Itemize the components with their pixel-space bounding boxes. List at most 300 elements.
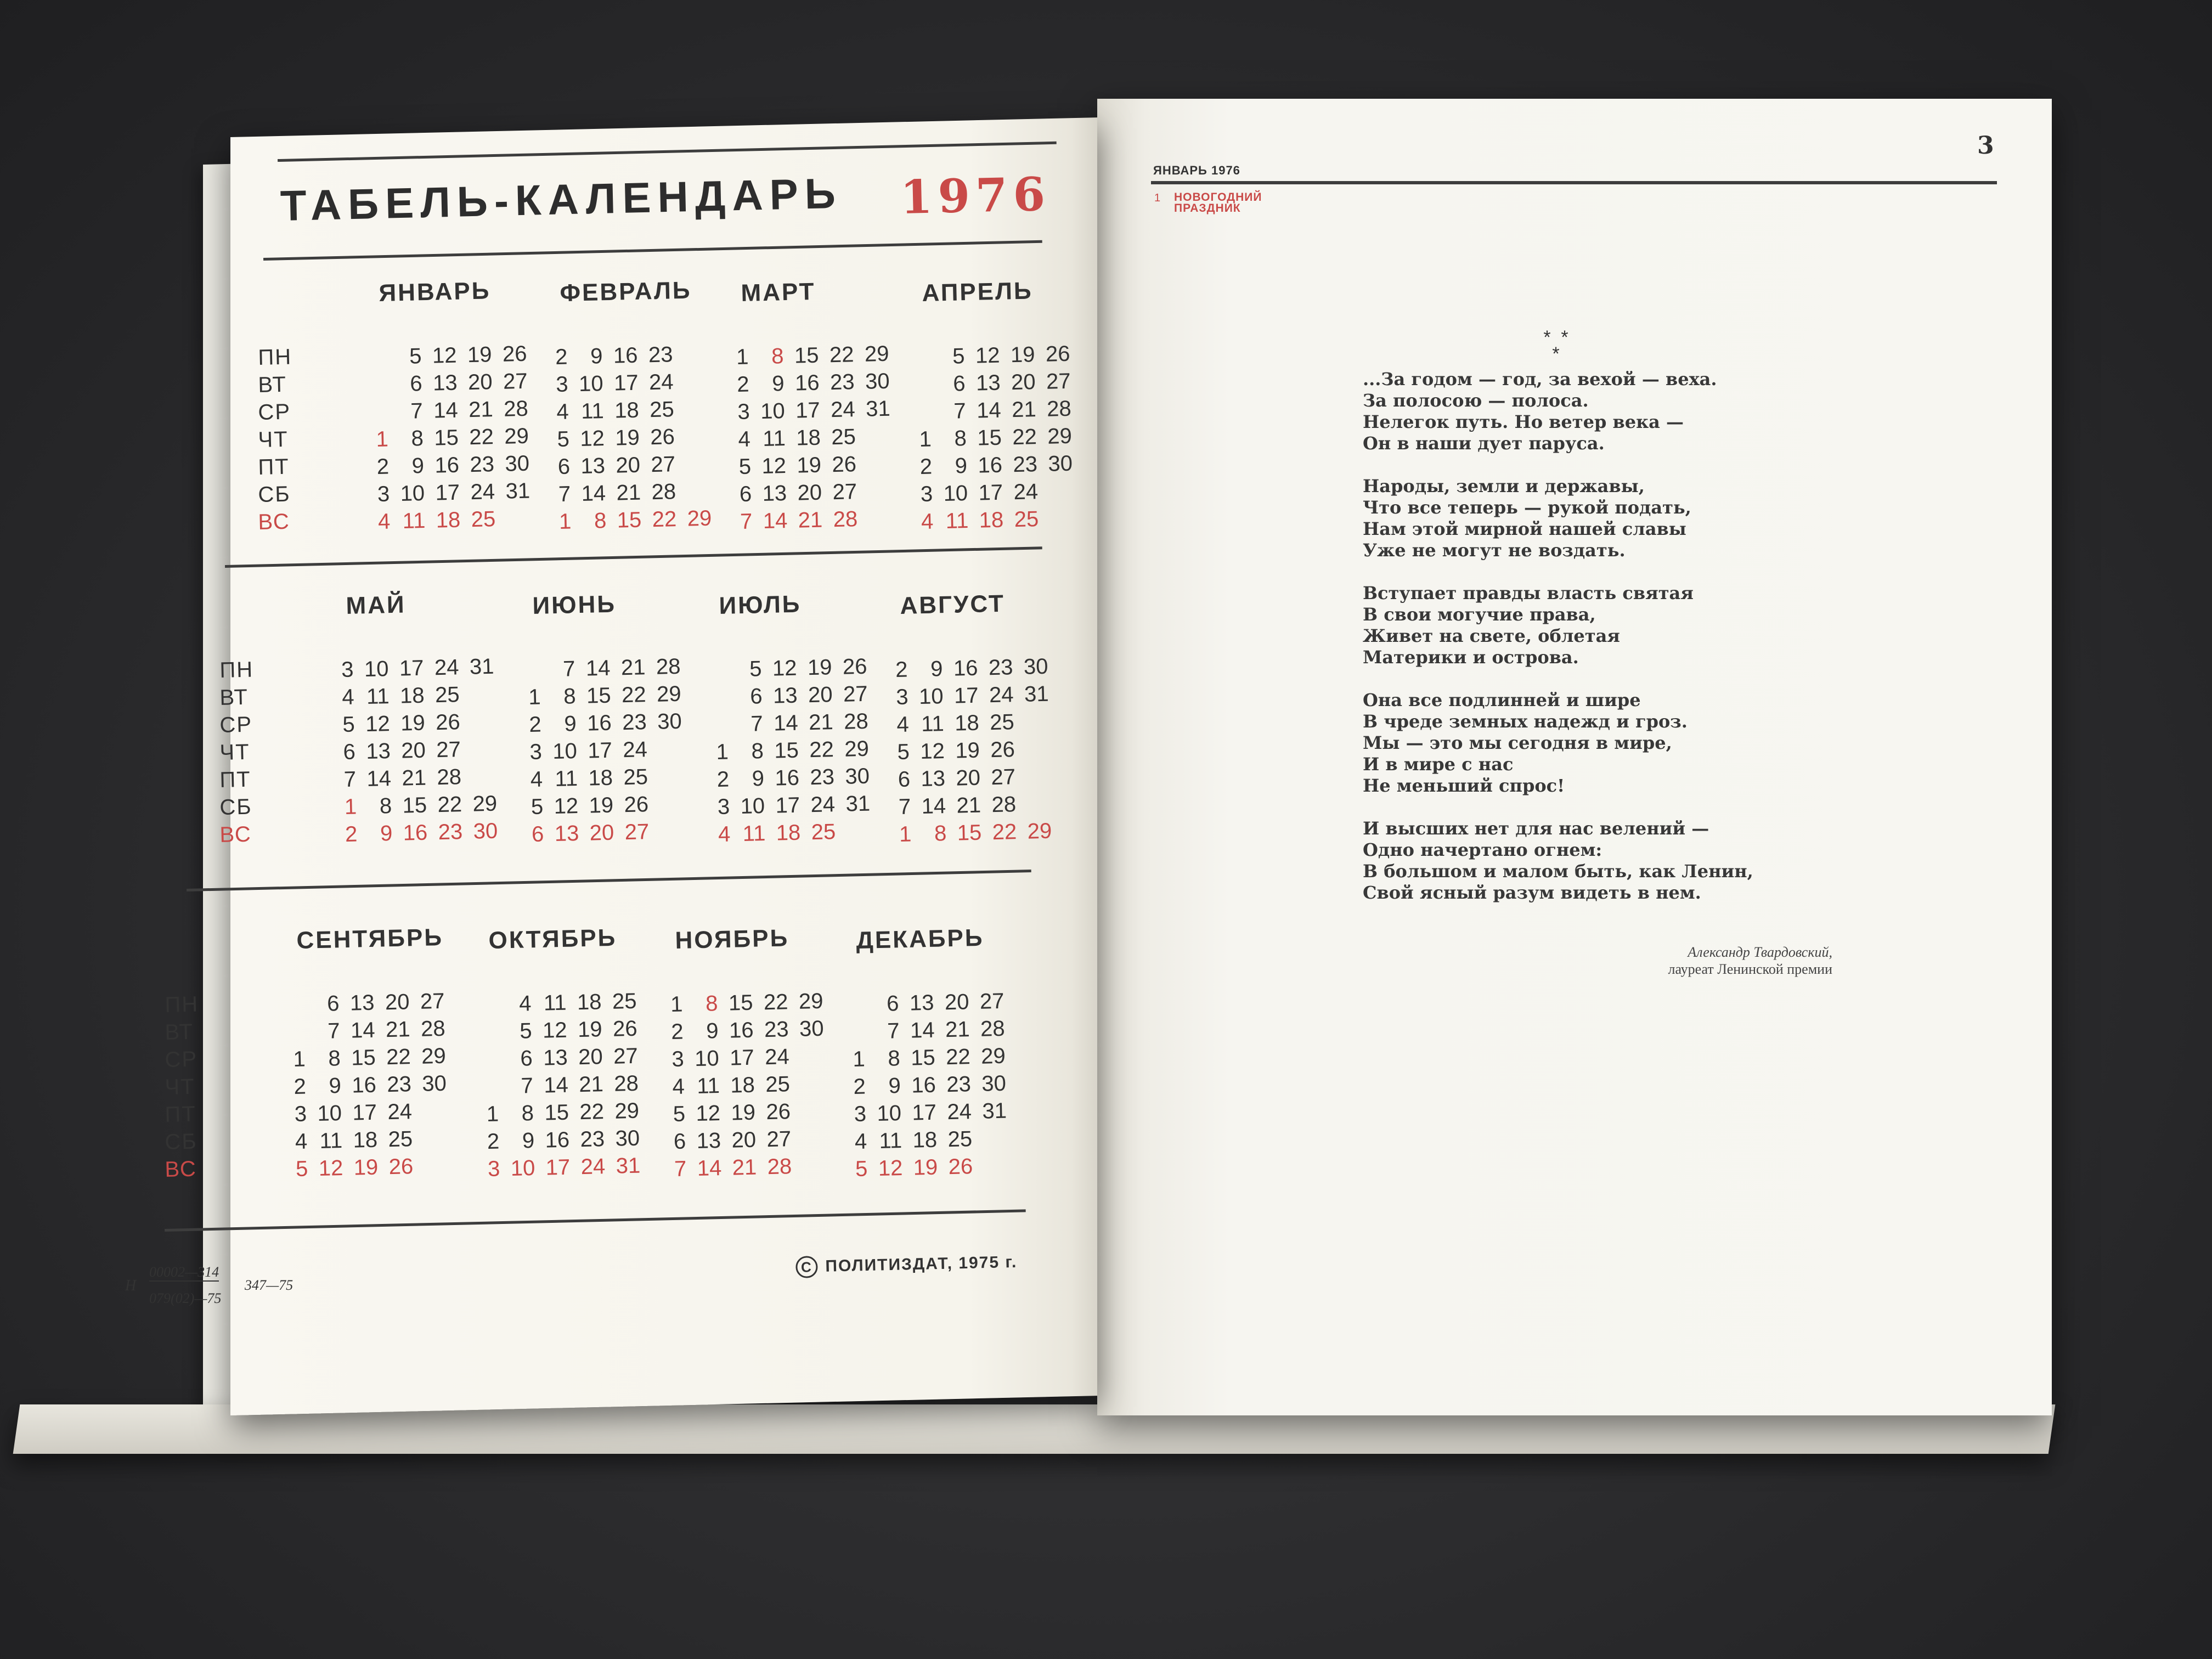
poem-line: Одно начертано огнем: bbox=[1363, 839, 1602, 860]
day-cell: 14 bbox=[433, 398, 459, 423]
day-cell: 29 bbox=[864, 341, 889, 366]
week-row bbox=[649, 1071, 825, 1103]
day-cell: 17 bbox=[613, 370, 639, 396]
day-cell: 24 bbox=[946, 1099, 972, 1125]
day-cell: 6 bbox=[898, 767, 911, 792]
day-cell bbox=[857, 498, 892, 499]
day-cell: 1 bbox=[670, 992, 683, 1017]
day-cell: 20 bbox=[578, 1045, 603, 1070]
day-cell: 7 bbox=[343, 767, 357, 792]
day-label: ВТ bbox=[165, 1019, 194, 1045]
week-row bbox=[713, 342, 889, 373]
day-cell: 29 bbox=[687, 506, 712, 531]
day-cell: 24 bbox=[387, 1099, 413, 1125]
day-cell: 24 bbox=[622, 737, 648, 763]
week-row bbox=[270, 1071, 447, 1103]
day-cell: 8 bbox=[751, 739, 764, 764]
day-cell: 21 bbox=[732, 1155, 757, 1180]
day-cell: 20 bbox=[731, 1127, 757, 1153]
month-name: ИЮЛЬ bbox=[719, 590, 802, 619]
day-cell: 25 bbox=[765, 1072, 791, 1097]
day-label: СБ bbox=[258, 482, 291, 507]
day-cell: 3 bbox=[854, 1102, 867, 1126]
day-cell: 5 bbox=[295, 1156, 308, 1181]
day-cell: 29 bbox=[421, 1043, 447, 1069]
day-cell: 15 bbox=[617, 507, 642, 533]
day-cell: 26 bbox=[624, 792, 649, 817]
day-cell: 16 bbox=[403, 820, 428, 845]
poem-line: Уже не могут не воздать. bbox=[1363, 540, 1626, 561]
week-row bbox=[830, 1071, 1006, 1103]
day-cell: 17 bbox=[911, 1100, 937, 1125]
week-row bbox=[898, 479, 1074, 510]
poem-line: Народы, земли и державы, bbox=[1363, 476, 1645, 496]
poem-line: Мы — это мы сегодня в мире, bbox=[1363, 732, 1672, 753]
day-cell: 30 bbox=[981, 1071, 1007, 1096]
day-cell: 16 bbox=[911, 1073, 936, 1098]
day-cell: 10 bbox=[317, 1101, 342, 1126]
day-cell: 19 bbox=[730, 1100, 756, 1125]
day-cell: 16 bbox=[351, 1073, 377, 1098]
day-cell: 9 bbox=[563, 712, 577, 736]
day-cell bbox=[650, 838, 685, 839]
day-cell: 14 bbox=[366, 766, 392, 792]
day-cell: 30 bbox=[473, 819, 498, 844]
day-cell: 23 bbox=[764, 1017, 789, 1042]
day-cell: 30 bbox=[421, 1071, 447, 1096]
day-cell: 27 bbox=[979, 989, 1005, 1014]
day-cell: 28 bbox=[436, 765, 462, 790]
day-cell: 22 bbox=[621, 682, 647, 708]
day-cell: 4 bbox=[341, 685, 355, 710]
day-cell: 25 bbox=[947, 1127, 973, 1152]
day-cell: 8 bbox=[594, 509, 607, 533]
day-cell bbox=[895, 364, 930, 365]
day-cell: 12 bbox=[579, 426, 605, 452]
day-cell: 7 bbox=[953, 399, 967, 424]
week-row bbox=[717, 506, 893, 538]
day-cell: 20 bbox=[615, 453, 641, 478]
copyright-icon: С bbox=[795, 1256, 818, 1278]
day-cell bbox=[692, 704, 727, 705]
day-cell: 12 bbox=[772, 656, 797, 681]
week-row bbox=[273, 1154, 449, 1185]
day-label: ВС bbox=[258, 509, 291, 534]
day-cell: 12 bbox=[554, 794, 579, 819]
day-cell: 31 bbox=[1024, 681, 1049, 707]
day-cell: 29 bbox=[614, 1098, 640, 1124]
week-row bbox=[534, 425, 675, 455]
day-cell: 15 bbox=[910, 1045, 936, 1070]
imprint-number: 347—75 bbox=[245, 1277, 294, 1293]
day-cell bbox=[412, 1118, 447, 1119]
week-row bbox=[507, 764, 684, 795]
day-cell: 26 bbox=[831, 452, 857, 477]
day-cell: 11 bbox=[742, 821, 766, 846]
day-cell: 10 bbox=[877, 1101, 902, 1126]
day-cell: 4 bbox=[295, 1129, 308, 1154]
day-cell: 21 bbox=[385, 1017, 411, 1042]
day-cell: 23 bbox=[809, 765, 835, 790]
day-cell: 24 bbox=[1013, 479, 1039, 505]
poem-line: Материки и острова. bbox=[1363, 647, 1579, 668]
day-cell: 23 bbox=[438, 820, 463, 845]
week-row bbox=[876, 819, 1052, 850]
month-name: МАЙ bbox=[346, 591, 407, 619]
day-cell: 20 bbox=[808, 682, 833, 708]
day-cell: 20 bbox=[797, 480, 822, 505]
day-cell: 28 bbox=[503, 396, 529, 421]
poem-line: В чреде земных надежд и гроз. bbox=[1363, 711, 1688, 732]
day-cell: 19 bbox=[577, 1017, 603, 1042]
week-row bbox=[832, 1126, 1008, 1158]
day-cell: 3 bbox=[895, 685, 909, 710]
day-cell bbox=[647, 756, 682, 757]
day-cell: 15 bbox=[402, 793, 427, 818]
week-row bbox=[352, 369, 528, 400]
day-cell: 4 bbox=[921, 509, 934, 534]
month-name: МАРТ bbox=[741, 278, 816, 307]
week-row bbox=[462, 1071, 639, 1103]
week-row bbox=[319, 709, 495, 741]
day-cell bbox=[462, 1066, 498, 1067]
day-cell: 2 bbox=[670, 1019, 684, 1045]
day-cell: 27 bbox=[650, 452, 676, 477]
week-row bbox=[506, 709, 682, 741]
day-cell: 11 bbox=[762, 426, 786, 451]
day-cell: 15 bbox=[433, 425, 459, 450]
day-cell: 28 bbox=[613, 1071, 639, 1096]
day-cell: 22 bbox=[579, 1099, 605, 1125]
day-cell: 1 bbox=[486, 1102, 499, 1126]
poem-line: Вступает правды власть святая bbox=[1363, 583, 1694, 603]
day-cell: 17 bbox=[399, 656, 424, 681]
day-cell: 15 bbox=[977, 425, 1002, 450]
day-cell: 20 bbox=[589, 820, 614, 845]
day-cell: 17 bbox=[953, 683, 979, 708]
week-row bbox=[506, 737, 682, 768]
week-row bbox=[898, 506, 1074, 538]
day-cell: 14 bbox=[581, 481, 606, 506]
day-cell: 29 bbox=[472, 791, 498, 816]
day-cell: 3 bbox=[920, 482, 933, 506]
day-cell: 9 bbox=[955, 454, 968, 478]
day-cell: 26 bbox=[765, 1099, 791, 1125]
month-name: АВГУСТ bbox=[900, 590, 1006, 619]
day-cell: 9 bbox=[706, 1019, 719, 1043]
day-cell: 29 bbox=[1047, 424, 1073, 449]
day-label: ПТ bbox=[219, 767, 252, 792]
week-row bbox=[321, 764, 497, 795]
day-cell bbox=[352, 364, 387, 365]
day-cell: 30 bbox=[657, 709, 682, 734]
day-cell: 17 bbox=[352, 1100, 377, 1125]
day-label: СР bbox=[219, 712, 253, 737]
day-cell: 11 bbox=[945, 509, 969, 533]
week-row bbox=[321, 792, 498, 823]
day-cell: 8 bbox=[411, 426, 424, 451]
day-cell: 1 bbox=[736, 345, 749, 370]
day-cell: 20 bbox=[1011, 370, 1036, 395]
month-name: ДЕКАБРЬ bbox=[856, 924, 984, 954]
day-cell: 15 bbox=[351, 1045, 376, 1070]
poem-line: Она все подлинней и шире bbox=[1363, 690, 1641, 710]
day-cell: 14 bbox=[976, 398, 1002, 423]
day-cell: 1 bbox=[899, 822, 912, 847]
day-cell: 17 bbox=[795, 398, 821, 423]
day-cell: 23 bbox=[1012, 452, 1038, 477]
day-cell: 1 bbox=[528, 685, 541, 710]
day-cell: 20 bbox=[944, 990, 969, 1015]
day-cell: 20 bbox=[467, 370, 493, 395]
day-cell: 6 bbox=[520, 1046, 533, 1071]
day-cell: 18 bbox=[912, 1127, 938, 1153]
day-cell: 4 bbox=[530, 767, 543, 792]
poem-author: Александр Твардовский, bbox=[1688, 944, 1832, 960]
day-cell: 24 bbox=[810, 792, 836, 817]
day-cell: 12 bbox=[878, 1156, 903, 1181]
day-label: СР bbox=[165, 1047, 198, 1072]
day-label: ПН bbox=[165, 992, 199, 1017]
day-cell: 2 bbox=[853, 1074, 866, 1099]
week-row bbox=[894, 342, 1070, 373]
day-cell: 25 bbox=[989, 710, 1015, 735]
week-row bbox=[464, 1099, 640, 1130]
day-cell: 31 bbox=[865, 396, 891, 421]
week-row bbox=[319, 682, 495, 713]
day-cell: 25 bbox=[388, 1127, 413, 1152]
day-cell: 29 bbox=[844, 736, 870, 761]
day-cell: 27 bbox=[436, 737, 461, 763]
day-cell: 19 bbox=[589, 793, 614, 818]
day-cell: 16 bbox=[794, 370, 820, 396]
day-cell: 25 bbox=[811, 820, 836, 845]
day-cell: 11 bbox=[879, 1128, 902, 1153]
day-cell bbox=[1038, 498, 1073, 499]
day-cell: 18 bbox=[614, 398, 640, 423]
day-cell: 10 bbox=[400, 481, 425, 506]
day-label: ПТ bbox=[258, 454, 290, 479]
day-cell bbox=[836, 838, 871, 839]
week-row bbox=[876, 792, 1052, 823]
day-cell: 14 bbox=[585, 656, 611, 681]
day-cell: 13 bbox=[921, 766, 946, 792]
day-cell: 17 bbox=[775, 793, 800, 818]
day-label: ЧТ bbox=[219, 740, 251, 765]
day-cell bbox=[353, 419, 388, 420]
poem-line: Свой ясный разум видеть в нем. bbox=[1363, 882, 1701, 903]
day-cell: 31 bbox=[505, 478, 531, 504]
day-cell: 13 bbox=[432, 370, 458, 396]
day-cell: 16 bbox=[729, 1018, 754, 1043]
day-cell: 23 bbox=[830, 370, 855, 395]
week-row bbox=[509, 819, 685, 850]
day-cell bbox=[505, 677, 540, 678]
day-cell: 15 bbox=[544, 1100, 569, 1125]
day-cell: 8 bbox=[954, 426, 967, 451]
day-cell: 25 bbox=[649, 397, 675, 422]
asterism-icon: * * * bbox=[1543, 327, 1568, 364]
day-cell: 9 bbox=[329, 1074, 342, 1098]
day-cell: 28 bbox=[991, 792, 1017, 817]
day-cell: 7 bbox=[558, 482, 571, 506]
day-cell: 4 bbox=[896, 712, 910, 737]
day-cell: 30 bbox=[1047, 451, 1073, 476]
day-cell: 6 bbox=[409, 371, 423, 396]
day-cell: 18 bbox=[577, 990, 602, 1015]
day-cell: 12 bbox=[542, 1018, 568, 1043]
week-row bbox=[832, 1154, 1008, 1185]
day-cell: 2 bbox=[345, 822, 358, 847]
day-cell: 26 bbox=[502, 341, 527, 366]
day-cell: 19 bbox=[955, 738, 980, 763]
poem-line: ...За годом — год, за вехой — веха. bbox=[1363, 369, 1717, 390]
day-cell: 13 bbox=[543, 1045, 568, 1070]
day-cell: 9 bbox=[930, 657, 943, 681]
week-row bbox=[695, 792, 871, 823]
week-row bbox=[505, 654, 681, 686]
week-row bbox=[536, 506, 712, 538]
day-cell: 20 bbox=[955, 765, 981, 791]
day-cell: 22 bbox=[437, 792, 462, 817]
day-cell: 30 bbox=[504, 451, 530, 476]
imprint-top: 00002—314 bbox=[149, 1264, 219, 1282]
day-cell: 12 bbox=[919, 739, 945, 764]
day-cell: 6 bbox=[952, 371, 966, 396]
day-label: ВС bbox=[165, 1156, 198, 1182]
day-label: ВТ bbox=[219, 685, 249, 710]
poem-line: И высших нет для нас велений — bbox=[1363, 818, 1709, 839]
day-label: ПТ bbox=[165, 1102, 197, 1127]
day-cell: 30 bbox=[1023, 654, 1048, 679]
month-header: ЯНВАРЬ 1976 bbox=[1153, 163, 1240, 177]
day-cell: 15 bbox=[728, 990, 753, 1015]
day-cell: 21 bbox=[945, 1017, 970, 1042]
day-cell: 8 bbox=[934, 821, 947, 846]
day-cell bbox=[856, 443, 891, 444]
day-cell: 19 bbox=[353, 1155, 379, 1180]
day-cell bbox=[1015, 783, 1051, 784]
day-cell: 22 bbox=[763, 990, 788, 1015]
day-cell: 16 bbox=[953, 656, 978, 681]
day-cell: 8 bbox=[521, 1101, 534, 1126]
day-cell: 27 bbox=[766, 1127, 792, 1152]
day-cell: 3 bbox=[294, 1102, 307, 1126]
week-row bbox=[828, 989, 1005, 1020]
day-cell: 14 bbox=[763, 509, 788, 534]
day-cell: 18 bbox=[795, 425, 821, 450]
day-cell: 16 bbox=[545, 1127, 570, 1153]
day-cell: 18 bbox=[954, 710, 980, 736]
day-cell: 1 bbox=[293, 1047, 306, 1072]
day-cell: 19 bbox=[807, 655, 832, 680]
week-row bbox=[535, 452, 676, 483]
day-cell: 23 bbox=[988, 655, 1013, 680]
day-cell: 21 bbox=[808, 710, 834, 735]
day-cell: 24 bbox=[830, 397, 856, 422]
day-label: СР bbox=[258, 399, 291, 425]
day-cell: 4 bbox=[854, 1129, 867, 1154]
day-cell: 11 bbox=[696, 1074, 720, 1098]
day-cell: 7 bbox=[750, 712, 764, 736]
day-cell: 13 bbox=[349, 990, 375, 1015]
day-cell: 12 bbox=[365, 712, 391, 737]
day-cell bbox=[270, 1039, 305, 1040]
day-cell: 31 bbox=[616, 1153, 641, 1178]
week-row bbox=[692, 709, 868, 741]
day-cell: 22 bbox=[992, 820, 1017, 845]
month-name: АПРЕЛЬ bbox=[922, 277, 1034, 307]
day-cell: 3 bbox=[737, 399, 751, 425]
week-row bbox=[272, 1126, 448, 1158]
day-cell: 5 bbox=[409, 344, 422, 369]
day-cell: 25 bbox=[612, 989, 637, 1014]
day-cell: 10 bbox=[364, 657, 389, 682]
day-cell: 24 bbox=[470, 479, 495, 505]
day-cell: 12 bbox=[761, 454, 787, 479]
day-cell: 6 bbox=[886, 991, 899, 1016]
day-cell: 28 bbox=[656, 654, 681, 679]
day-label: СБ bbox=[219, 794, 253, 820]
day-label: СБ bbox=[165, 1129, 198, 1154]
day-cell: 16 bbox=[586, 710, 612, 736]
copyright-text: ПОЛИТИЗДАТ, 1975 г. bbox=[825, 1252, 1018, 1276]
day-cell: 27 bbox=[613, 1043, 639, 1069]
header-rule bbox=[1151, 181, 1997, 184]
day-cell: 19 bbox=[913, 1155, 938, 1180]
day-cell: 27 bbox=[843, 681, 868, 707]
day-cell: 25 bbox=[1014, 507, 1039, 532]
day-cell: 5 bbox=[673, 1102, 686, 1126]
day-cell: 9 bbox=[752, 766, 765, 791]
day-cell: 3 bbox=[487, 1156, 500, 1181]
week-row bbox=[896, 424, 1072, 455]
day-cell: 7 bbox=[898, 794, 911, 819]
day-cell: 6 bbox=[326, 991, 340, 1016]
day-cell: 3 bbox=[377, 482, 390, 506]
day-cell: 6 bbox=[673, 1129, 686, 1154]
poem-line: И в мире с нас bbox=[1363, 754, 1514, 775]
day-cell: 5 bbox=[519, 1019, 533, 1043]
day-cell: 28 bbox=[1046, 396, 1072, 421]
poem-line: Нелегок путь. Но ветер века — bbox=[1363, 411, 1684, 432]
day-cell: 10 bbox=[740, 794, 765, 819]
day-cell: 6 bbox=[749, 684, 763, 709]
day-cell: 21 bbox=[620, 655, 646, 680]
day-cell: 4 bbox=[377, 509, 391, 534]
week-row bbox=[505, 682, 681, 713]
day-label: ЧТ bbox=[165, 1074, 196, 1099]
day-cell: 3 bbox=[672, 1047, 685, 1072]
week-row bbox=[352, 397, 528, 428]
day-cell: 12 bbox=[432, 343, 457, 368]
imprint-bottom: 079(02)—75 bbox=[149, 1290, 222, 1306]
day-cell: 14 bbox=[543, 1073, 569, 1098]
day-cell: 16 bbox=[977, 453, 1003, 478]
day-cell: 27 bbox=[420, 989, 445, 1014]
poem-line: Что все теперь — рукой подать, bbox=[1363, 497, 1691, 518]
week-row bbox=[269, 1017, 445, 1048]
week-row bbox=[691, 654, 867, 686]
month-name: ЯНВАРЬ bbox=[379, 277, 491, 307]
holiday-name-line1: НОВОГОДНИЙ bbox=[1174, 191, 1262, 204]
day-cell: 13 bbox=[365, 739, 391, 764]
day-cell: 12 bbox=[696, 1101, 721, 1126]
day-cell: 27 bbox=[832, 479, 857, 505]
day-cell bbox=[461, 756, 496, 757]
day-cell: 11 bbox=[319, 1128, 343, 1153]
day-cell: 12 bbox=[975, 343, 1000, 368]
